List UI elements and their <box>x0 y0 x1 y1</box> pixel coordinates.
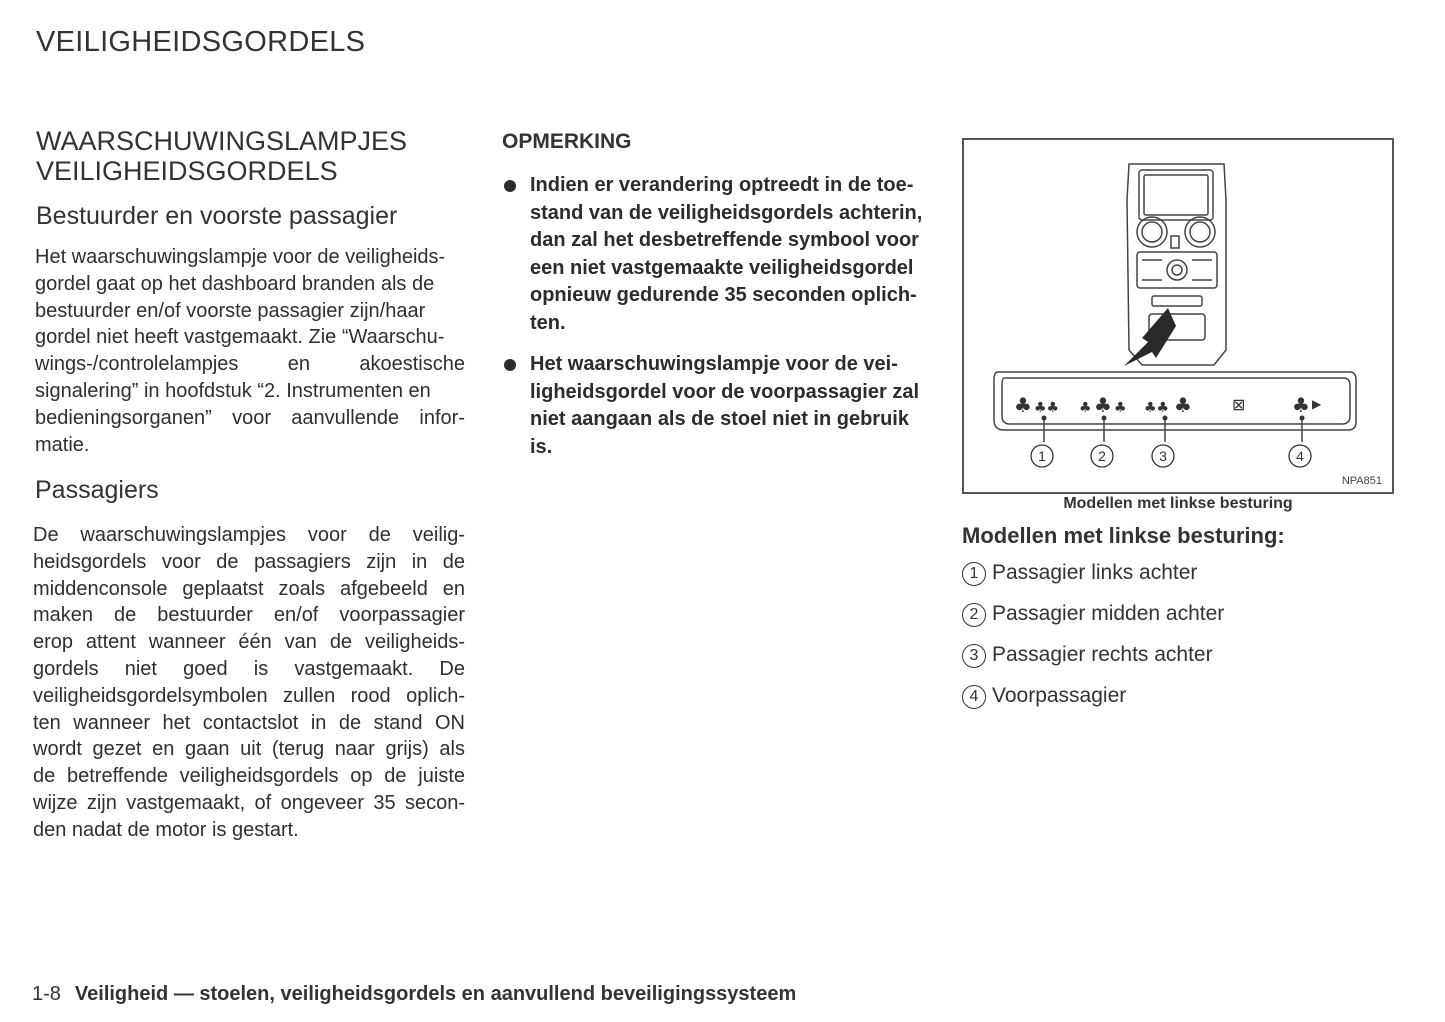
legend-list <box>962 561 1224 725</box>
callout-3: 3 <box>1159 448 1167 464</box>
legend-label: Passagier midden achter <box>992 602 1225 625</box>
text-line: veiligheidsgordelsymbolen zullen rood oplich- <box>33 684 465 707</box>
svg-text:♣: ♣ <box>1114 400 1127 416</box>
svg-text:▶: ▶ <box>1312 397 1322 411</box>
text-line: Het waarschuwingslampje voor de veiligheids- <box>35 246 446 268</box>
svg-text:♣: ♣ <box>1094 393 1112 417</box>
text-line: is. <box>530 435 553 458</box>
text-line: signalering” in hoofdstuk “2. Instrumenten en <box>35 379 431 402</box>
text-line: maken de bestuurder en/of voorpassagier <box>33 604 465 627</box>
text-line: ten. <box>530 311 566 334</box>
subheading-passengers: Passagiers <box>35 476 159 504</box>
text-line: gordel gaat op het dashboard branden als de <box>35 272 435 295</box>
svg-text:♣♣: ♣♣ <box>1034 400 1060 416</box>
text-line: De waarschuwingslampjes voor de veilig- <box>33 524 465 546</box>
text-line: gordels niet goed is vastgemaakt. De <box>33 657 465 680</box>
callout-1: 1 <box>1038 448 1046 464</box>
number-badge: 1 <box>962 562 986 586</box>
text-line: stand van de veiligheidsgordels achterin, <box>530 201 923 224</box>
text-line: wings-/controlelampjes en akoestische <box>35 353 465 376</box>
center-console-figure <box>962 138 1394 494</box>
text-line: heidsgordels voor de passagiers zijn in de <box>33 550 465 573</box>
legend-label: Passagier rechts achter <box>992 643 1213 666</box>
svg-text:♣♣: ♣♣ <box>1144 400 1170 416</box>
section-heading-line-1: WAARSCHUWINGSLAMPJES <box>36 126 408 156</box>
text-line: dan zal het desbetreffende symbool voor <box>530 229 919 251</box>
center-console-illustration <box>964 140 1392 492</box>
legend-item <box>962 684 1224 725</box>
legend-label: Passagier links achter <box>992 561 1198 584</box>
legend-item <box>962 602 1224 643</box>
text-line: matie. <box>35 433 90 456</box>
page-number: 1-8 <box>32 983 61 1005</box>
text-line: opnieuw gedurende 35 seconden oplich- <box>530 284 917 306</box>
legend-item <box>962 643 1224 684</box>
text-line: erop attent wanneer één van de veiligheids- <box>33 631 465 654</box>
chapter-title: Veiligheid — stoelen, veiligheidsgordels en aanvullend beveiligingssysteem <box>74 983 797 1005</box>
svg-text:♣: ♣ <box>1014 393 1032 417</box>
text-line: wordt gezet en gaan uit (terug naar grijs) als <box>33 738 465 761</box>
text-line: niet aangaan als de stoel niet in gebruik <box>530 408 909 430</box>
svg-text:♣: ♣ <box>1079 400 1092 416</box>
text-line: een niet vastgemaakte veiligheidsgordel <box>530 256 914 279</box>
section-heading-line-2: VEILIGHEIDSGORDELS <box>36 156 338 186</box>
section-heading <box>36 126 407 186</box>
note-list <box>502 172 927 475</box>
note-item <box>502 351 927 461</box>
note-title: OPMERKING <box>502 130 632 153</box>
subheading-driver: Bestuurder en voorste passagier <box>36 202 398 230</box>
bullet-icon <box>504 180 516 192</box>
text-line: gordel niet heeft vastgemaakt. Zie “Waarschu- <box>35 326 445 349</box>
callout-2: 2 <box>1098 448 1106 464</box>
paragraph-passengers <box>33 522 465 844</box>
legend-label: Voorpassagier <box>992 684 1127 707</box>
text-line: den nadat de motor is gestart. <box>33 818 299 841</box>
legend-title: Modellen met linkse besturing: <box>962 523 1285 548</box>
text-line: Het waarschuwingslampje voor de vei- <box>530 353 898 375</box>
paragraph-driver <box>35 244 465 458</box>
text-line: bestuurder en/of voorste passagier zijn/haar <box>35 299 426 322</box>
text-line: Indien er verandering optreedt in de toe- <box>530 174 914 196</box>
svg-text:♣: ♣ <box>1292 393 1310 417</box>
text-line: bedieningsorganen” voor aanvullende infor- <box>35 406 465 429</box>
svg-text:♣: ♣ <box>1174 393 1192 417</box>
text-line: de betreffende veiligheidsgordels op de juiste <box>33 765 465 788</box>
number-badge: 4 <box>962 685 986 709</box>
legend-item <box>962 561 1224 602</box>
text-line: ten wanneer het contactslot in de stand ON <box>33 711 465 734</box>
page-title: VEILIGHEIDSGORDELS <box>36 26 366 58</box>
text-line: ligheidsgordel voor de voorpassagier zal <box>530 380 919 403</box>
figure-caption: Modellen met linkse besturing <box>1063 495 1293 512</box>
note-item <box>502 172 927 337</box>
page-footer <box>32 983 796 1006</box>
svg-text:⊠: ⊠ <box>1232 395 1246 414</box>
text-line: middenconsole geplaatst zoals afgebeeld en <box>33 577 465 600</box>
number-badge: 3 <box>962 644 986 668</box>
number-badge: 2 <box>962 603 986 627</box>
text-line: wijze zijn vastgemaakt, of ongeveer 35 secon- <box>33 791 465 814</box>
bullet-icon <box>504 359 516 371</box>
callout-4: 4 <box>1296 448 1304 464</box>
figure-code: NPA851 <box>1341 475 1382 487</box>
